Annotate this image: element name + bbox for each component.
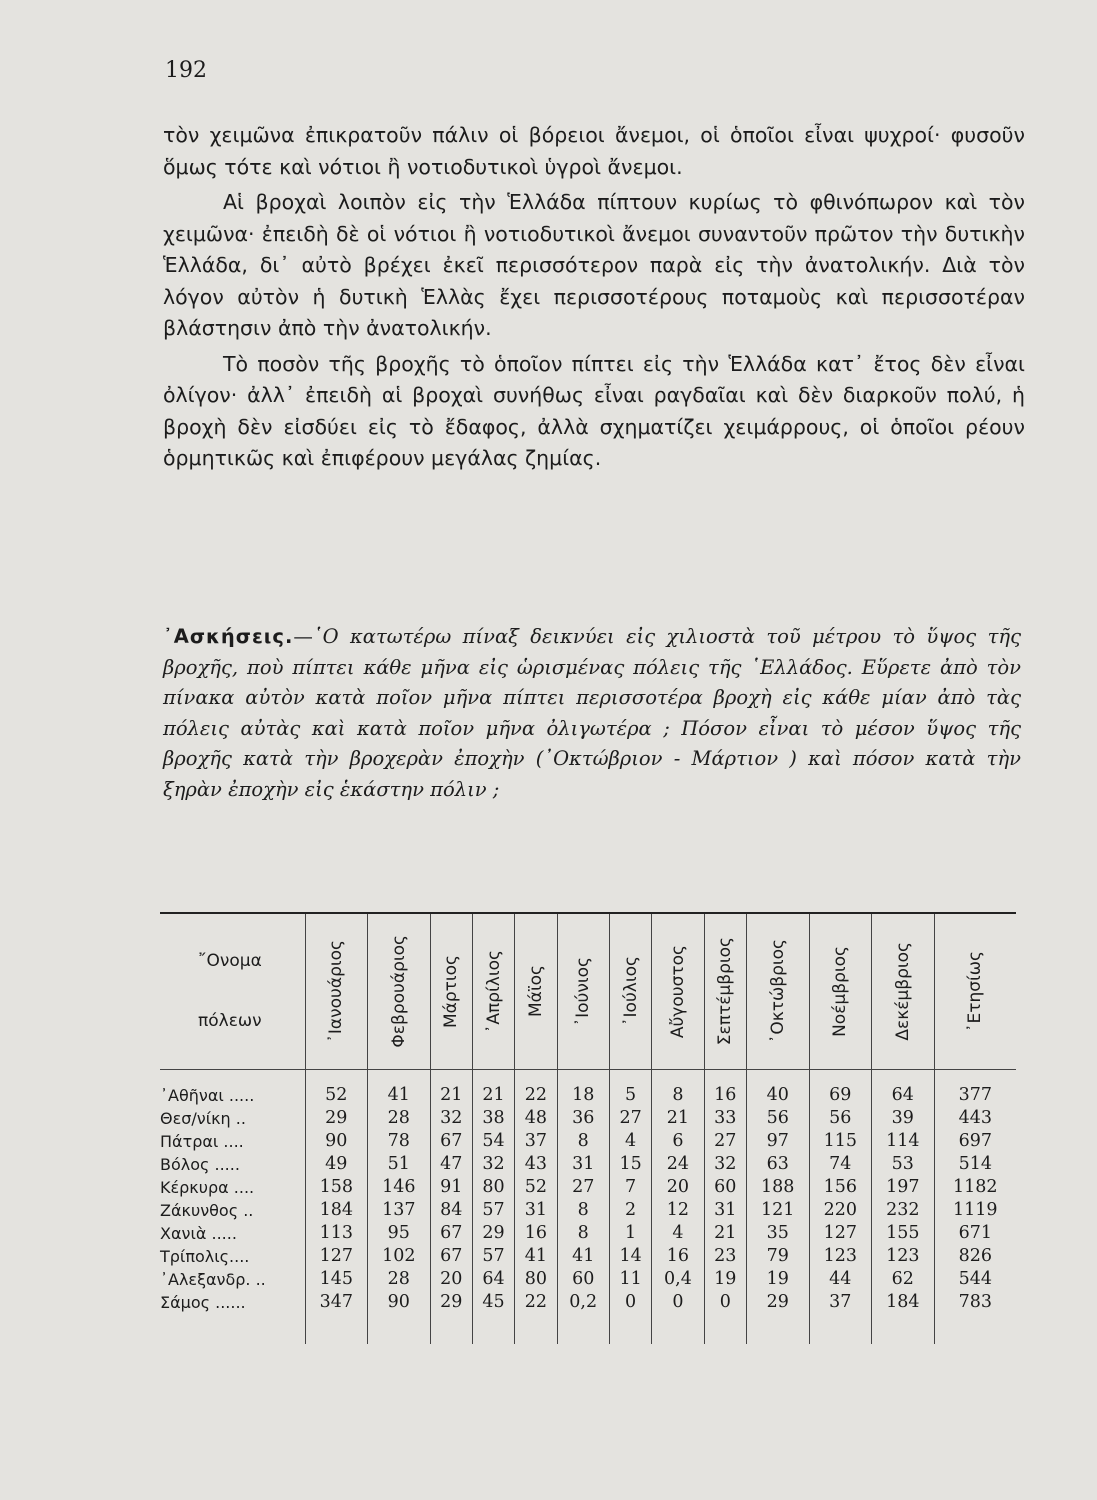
- value-cell: 84: [430, 1199, 472, 1222]
- value-cell: 1: [609, 1222, 651, 1245]
- value-cell: 60: [704, 1176, 746, 1199]
- value-cell: 14: [609, 1245, 651, 1268]
- annual-header: ᾽Ετησίως: [934, 914, 1016, 1069]
- month-header: Μάρτιος: [430, 914, 472, 1069]
- value-cell: 8: [557, 1222, 609, 1245]
- value-cell: 31: [515, 1199, 557, 1222]
- table-row: [160, 1130, 1016, 1153]
- value-cell: 11: [609, 1268, 651, 1291]
- city-cell: Βόλος .....: [160, 1153, 305, 1176]
- month-header: ᾽Ιούνιος: [557, 914, 609, 1069]
- rainfall-table-container: [160, 912, 1016, 1344]
- annual-cell: 544: [934, 1268, 1016, 1291]
- value-cell: 22: [515, 1291, 557, 1314]
- table-row: [160, 1069, 1016, 1107]
- table-row: [160, 1291, 1016, 1314]
- value-cell: 19: [746, 1268, 809, 1291]
- month-header: ᾽Ιανουάριος: [305, 914, 368, 1069]
- value-cell: 27: [609, 1107, 651, 1130]
- value-cell: 32: [704, 1153, 746, 1176]
- value-cell: 36: [557, 1107, 609, 1130]
- value-cell: 64: [472, 1268, 514, 1291]
- value-cell: 127: [809, 1222, 872, 1245]
- month-header: ᾽Οκτώβριος: [746, 914, 809, 1069]
- value-cell: 121: [746, 1199, 809, 1222]
- city-cell: Σάμος ......: [160, 1291, 305, 1314]
- value-cell: 56: [746, 1107, 809, 1130]
- city-cell: ᾽Αλεξανδρ. ..: [160, 1268, 305, 1291]
- value-cell: 57: [472, 1199, 514, 1222]
- month-header: Αὔγουστος: [652, 914, 704, 1069]
- month-header: Φεβρουάριος: [368, 914, 431, 1069]
- value-cell: 184: [872, 1291, 935, 1314]
- value-cell: 91: [430, 1176, 472, 1199]
- annual-cell: 377: [934, 1069, 1016, 1107]
- body-text: [163, 120, 1025, 475]
- value-cell: 69: [809, 1069, 872, 1107]
- value-cell: 32: [472, 1153, 514, 1176]
- value-cell: 114: [872, 1130, 935, 1153]
- value-cell: 29: [746, 1291, 809, 1314]
- value-cell: 41: [557, 1245, 609, 1268]
- value-cell: 27: [704, 1130, 746, 1153]
- value-cell: 90: [368, 1291, 431, 1314]
- value-cell: 52: [305, 1069, 368, 1107]
- value-cell: 78: [368, 1130, 431, 1153]
- value-cell: 8: [652, 1069, 704, 1107]
- value-cell: 20: [430, 1268, 472, 1291]
- city-cell: Θεσ/νίκη ..: [160, 1107, 305, 1130]
- annual-cell: 671: [934, 1222, 1016, 1245]
- value-cell: 80: [515, 1268, 557, 1291]
- exercise-dash: —: [293, 625, 313, 648]
- value-cell: 20: [652, 1176, 704, 1199]
- value-cell: 47: [430, 1153, 472, 1176]
- value-cell: 45: [472, 1291, 514, 1314]
- value-cell: 35: [746, 1222, 809, 1245]
- value-cell: 156: [809, 1176, 872, 1199]
- value-cell: 37: [809, 1291, 872, 1314]
- value-cell: 51: [368, 1153, 431, 1176]
- value-cell: 52: [515, 1176, 557, 1199]
- value-cell: 21: [704, 1222, 746, 1245]
- value-cell: 48: [515, 1107, 557, 1130]
- value-cell: 74: [809, 1153, 872, 1176]
- value-cell: 37: [515, 1130, 557, 1153]
- value-cell: 29: [430, 1291, 472, 1314]
- value-cell: 123: [872, 1245, 935, 1268]
- city-cell: Χανιὰ .....: [160, 1222, 305, 1245]
- table-padding-row: [160, 1314, 1016, 1344]
- paragraph: τὸν χειμῶνα ἐπικρατοῦν πάλιν οἱ βόρειοι ἄνεμοι, οἱ ὁποῖοι εἶναι ψυχροί· φυσοῦν ὅμως τότε καὶ νότιοι ἢ νοτιοδυτικοὶ ὑγροὶ ἄνεμοι.: [163, 123, 1025, 179]
- value-cell: 21: [430, 1069, 472, 1107]
- paragraph: Τὸ ποσὸν τῆς βροχῆς τὸ ὁποῖον πίπτει εἰς τὴν Ἑλλάδα κατ᾽ ἔτος δὲν εἶναι ὀλίγον· ἀλλ᾽ ἐπειδὴ αἱ βροχαὶ συνήθως εἶναι ραγδαῖαι καὶ δὲν διαρκοῦν πολύ, ἡ βροχὴ δὲν εἰσδύει εἰς τὸ ἔδαφος, ἀλλὰ σχηματίζει χειμάρρους, οἱ ὁποῖοι ρέουν ὁρμητικῶς καὶ ἐπιφέρουν μεγάλας ζημίας.: [163, 351, 1025, 470]
- value-cell: 18: [557, 1069, 609, 1107]
- value-cell: 41: [515, 1245, 557, 1268]
- value-cell: 115: [809, 1130, 872, 1153]
- value-cell: 127: [305, 1245, 368, 1268]
- value-cell: 19: [704, 1268, 746, 1291]
- month-header: Νοέμβριος: [809, 914, 872, 1069]
- value-cell: 31: [557, 1153, 609, 1176]
- value-cell: 12: [652, 1199, 704, 1222]
- value-cell: 63: [746, 1153, 809, 1176]
- city-cell: Κέρκυρα ....: [160, 1176, 305, 1199]
- value-cell: 67: [430, 1130, 472, 1153]
- value-cell: 31: [704, 1199, 746, 1222]
- value-cell: 0,4: [652, 1268, 704, 1291]
- value-cell: 0: [704, 1291, 746, 1314]
- value-cell: 232: [872, 1199, 935, 1222]
- value-cell: 15: [609, 1153, 651, 1176]
- value-cell: 49: [305, 1153, 368, 1176]
- value-cell: 16: [704, 1069, 746, 1107]
- annual-cell: 1182: [934, 1176, 1016, 1199]
- value-cell: 8: [557, 1199, 609, 1222]
- city-cell: ᾽Αθῆναι .....: [160, 1069, 305, 1107]
- value-cell: 123: [809, 1245, 872, 1268]
- value-cell: 145: [305, 1268, 368, 1291]
- value-cell: 32: [430, 1107, 472, 1130]
- value-cell: 33: [704, 1107, 746, 1130]
- value-cell: 2: [609, 1199, 651, 1222]
- annual-cell: 1119: [934, 1199, 1016, 1222]
- value-cell: 38: [472, 1107, 514, 1130]
- table-row: [160, 1268, 1016, 1291]
- value-cell: 8: [557, 1130, 609, 1153]
- value-cell: 44: [809, 1268, 872, 1291]
- value-cell: 29: [305, 1107, 368, 1130]
- value-cell: 220: [809, 1199, 872, 1222]
- exercise-text: ῾Ο κατωτέρω πίναξ δεικνύει εἰς χιλιοστὰ τοῦ μέτρου τὸ ὕψος τῆς βροχῆς, ποὺ πίπτει κάθε μῆνα εἰς ὡρισμένας πόλεις τῆς ῾Ελλάδος. Εὕρετε ἀπὸ τὸν πίνακα αὐτὸν κατὰ ποῖον μῆνα πίπτει περισσοτέρα βροχὴ εἰς κάθε μίαν ἀπὸ τὰς πόλεις αὐτὰς καὶ κατὰ ποῖον μῆνα ὀλιγωτέρα ; Πόσον εἶναι τὸ μέσον ὕψος τῆς βροχῆς κατὰ τὴν βροχερὰν ἐποχὴν (᾽Οκτώβριον - Μάρτιον ) καὶ πόσον κατὰ τὴν ξηρὰν ἐποχὴν εἰς ἑκάστην πόλιν ;: [163, 625, 1021, 801]
- table-row: [160, 1107, 1016, 1130]
- value-cell: 67: [430, 1222, 472, 1245]
- value-cell: 137: [368, 1199, 431, 1222]
- value-cell: 57: [472, 1245, 514, 1268]
- value-cell: 28: [368, 1268, 431, 1291]
- value-cell: 21: [472, 1069, 514, 1107]
- value-cell: 43: [515, 1153, 557, 1176]
- city-cell: Τρίπολις....: [160, 1245, 305, 1268]
- value-cell: 16: [515, 1222, 557, 1245]
- month-header: Σεπτέμβριος: [704, 914, 746, 1069]
- paragraph: Αἱ βροχαὶ λοιπὸν εἰς τὴν Ἑλλάδα πίπτουν κυρίως τὸ φθινόπωρον καὶ τὸν χειμῶνα· ἐπειδὴ δὲ οἱ νότιοι ἢ νοτιοδυτικοὶ ἄνεμοι συναντοῦν πρῶτον τὴν δυτικὴν Ἑλλάδα, δι᾽ αὐτὸ βρέχει ἐκεῖ περισσότερον παρὰ εἰς τὴν ἀνατολικήν. Διὰ τὸν λόγον αὐτὸν ἡ δυτικὴ Ἑλλὰς ἔχει περισσοτέρους ποταμοὺς καὶ περισσοτέραν βλάστησιν ἀπὸ τὴν ἀνατολικήν.: [163, 190, 1025, 340]
- value-cell: 113: [305, 1222, 368, 1245]
- value-cell: 24: [652, 1153, 704, 1176]
- value-cell: 188: [746, 1176, 809, 1199]
- table-body: [160, 1069, 1016, 1344]
- value-cell: 27: [557, 1176, 609, 1199]
- value-cell: 23: [704, 1245, 746, 1268]
- value-cell: 97: [746, 1130, 809, 1153]
- annual-cell: 783: [934, 1291, 1016, 1314]
- value-cell: 146: [368, 1176, 431, 1199]
- value-cell: 155: [872, 1222, 935, 1245]
- rainfall-table: [160, 914, 1016, 1344]
- value-cell: 21: [652, 1107, 704, 1130]
- value-cell: 16: [652, 1245, 704, 1268]
- table-row: [160, 1176, 1016, 1199]
- value-cell: 64: [872, 1069, 935, 1107]
- value-cell: 22: [515, 1069, 557, 1107]
- value-cell: 6: [652, 1130, 704, 1153]
- value-cell: 4: [652, 1222, 704, 1245]
- month-header: Δεκέμβριος: [872, 914, 935, 1069]
- annual-cell: 697: [934, 1130, 1016, 1153]
- value-cell: 39: [872, 1107, 935, 1130]
- value-cell: 80: [472, 1176, 514, 1199]
- value-cell: 0: [652, 1291, 704, 1314]
- value-cell: 53: [872, 1153, 935, 1176]
- annual-cell: 514: [934, 1153, 1016, 1176]
- value-cell: 102: [368, 1245, 431, 1268]
- value-cell: 0: [609, 1291, 651, 1314]
- table-row: [160, 1199, 1016, 1222]
- table-row: [160, 1222, 1016, 1245]
- value-cell: 79: [746, 1245, 809, 1268]
- value-cell: 95: [368, 1222, 431, 1245]
- value-cell: 4: [609, 1130, 651, 1153]
- value-cell: 90: [305, 1130, 368, 1153]
- city-cell: Ζάκυνθος ..: [160, 1199, 305, 1222]
- value-cell: 56: [809, 1107, 872, 1130]
- value-cell: 0,2: [557, 1291, 609, 1314]
- annual-cell: 826: [934, 1245, 1016, 1268]
- city-column-header: ῎Ονομα πόλεων: [160, 914, 305, 1069]
- exercise-block: [163, 622, 1021, 805]
- value-cell: 29: [472, 1222, 514, 1245]
- value-cell: 41: [368, 1069, 431, 1107]
- value-cell: 197: [872, 1176, 935, 1199]
- table-row: [160, 1245, 1016, 1268]
- value-cell: 158: [305, 1176, 368, 1199]
- value-cell: 7: [609, 1176, 651, 1199]
- month-header: ᾽Ιούλιος: [609, 914, 651, 1069]
- value-cell: 54: [472, 1130, 514, 1153]
- value-cell: 67: [430, 1245, 472, 1268]
- value-cell: 5: [609, 1069, 651, 1107]
- value-cell: 347: [305, 1291, 368, 1314]
- value-cell: 60: [557, 1268, 609, 1291]
- annual-cell: 443: [934, 1107, 1016, 1130]
- value-cell: 28: [368, 1107, 431, 1130]
- city-cell: Πάτραι ....: [160, 1130, 305, 1153]
- exercise-title: ᾽Ασκήσεις.: [163, 625, 294, 648]
- value-cell: 62: [872, 1268, 935, 1291]
- table-header-row: [160, 914, 1016, 1069]
- month-header: ᾽Απρίλιος: [472, 914, 514, 1069]
- table-row: [160, 1153, 1016, 1176]
- value-cell: 40: [746, 1069, 809, 1107]
- month-header: Μάϊος: [515, 914, 557, 1069]
- page-number: 192: [165, 58, 207, 83]
- value-cell: 184: [305, 1199, 368, 1222]
